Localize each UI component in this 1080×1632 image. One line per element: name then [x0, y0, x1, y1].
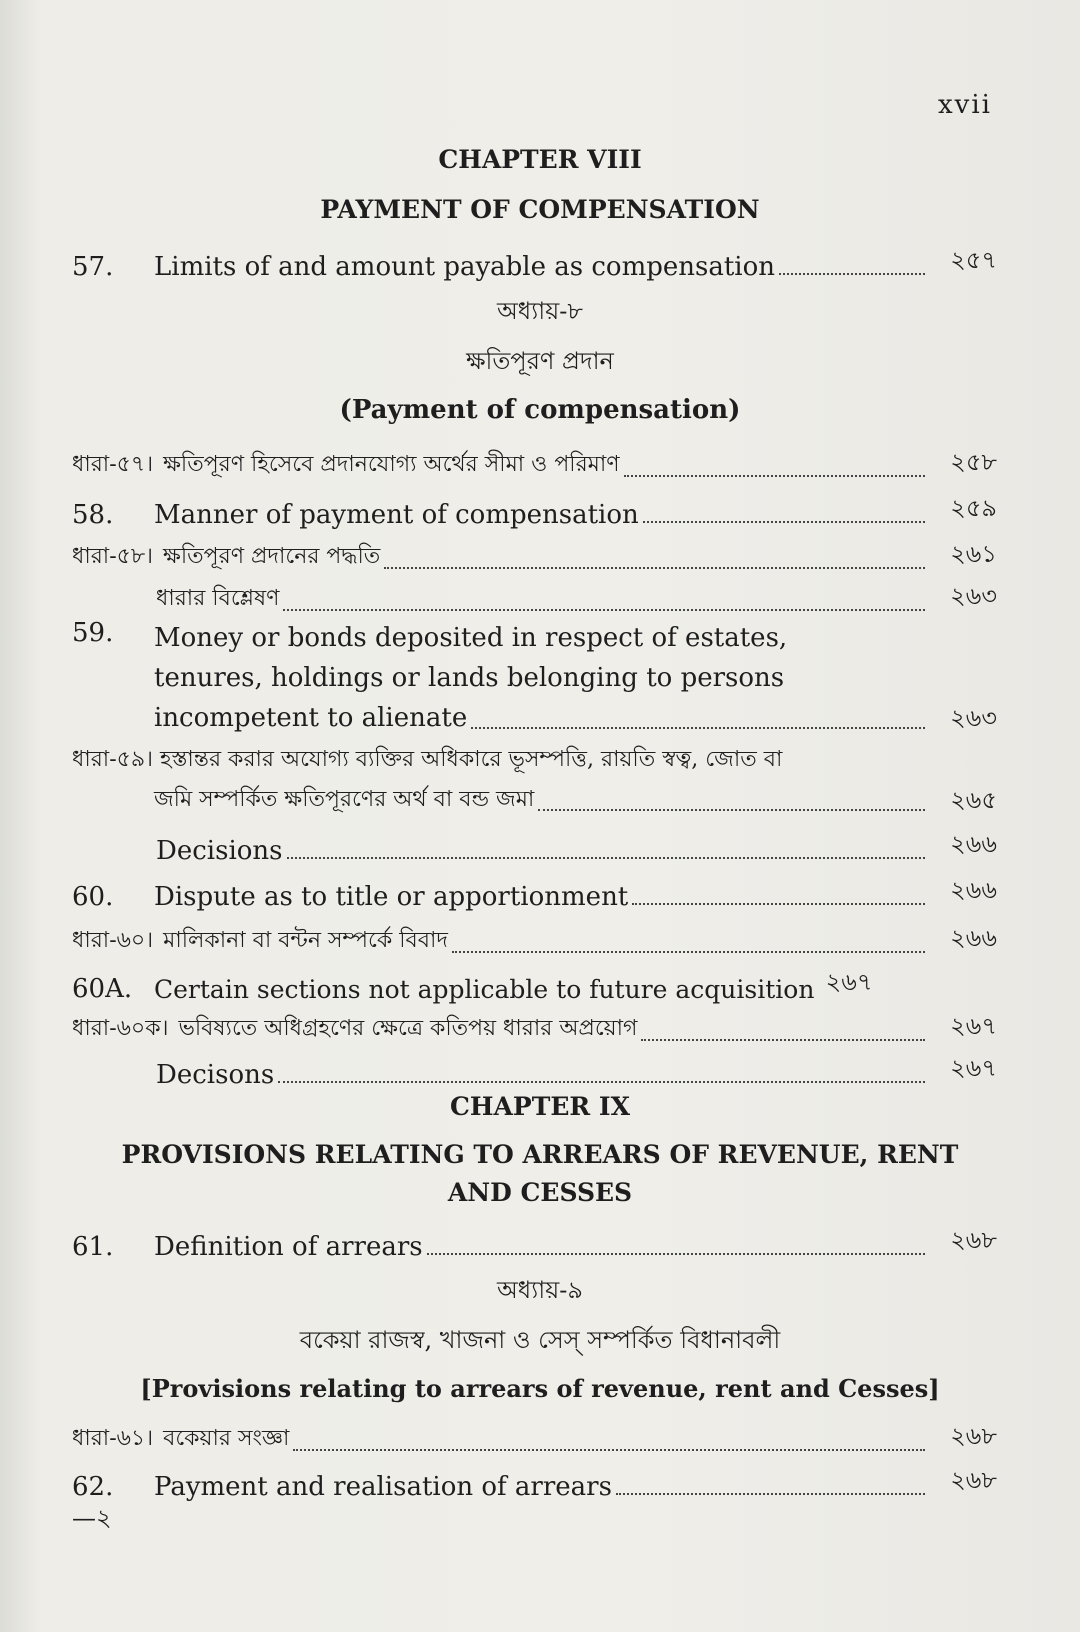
dot-leader: [643, 521, 925, 523]
toc-entry-analysis-58: [156, 578, 997, 618]
dot-leader: [283, 609, 925, 611]
signature-mark: —২: [72, 1504, 112, 1532]
dot-leader: [641, 1039, 925, 1041]
entry-title-line-1: Money or bonds deposited in respect of estates,: [154, 623, 788, 653]
entry-title: Definition of arrears: [154, 1232, 423, 1262]
dot-leader: [779, 273, 925, 275]
entry-page: ২৬৮: [950, 1422, 997, 1450]
toc-entry-bn-61: [72, 1418, 997, 1458]
entry-number: ধারা-৫৮।: [72, 544, 154, 569]
entry-page: ২৬১: [950, 540, 997, 568]
dot-leader: [287, 857, 925, 859]
entry-title: Dispute as to title or apportionment: [154, 882, 629, 912]
entry-title: Decisons: [156, 1060, 275, 1090]
entry-page: ২৫৯: [950, 494, 997, 522]
chapter-8-subtitle: PAYMENT OF COMPENSATION: [320, 195, 760, 224]
toc-entry-decisions-60a: [156, 1050, 997, 1090]
entry-page: ২৬৭: [950, 1012, 997, 1040]
entry-number: ধারা-৫৭।: [72, 452, 154, 477]
entry-title-line-3: incompetent to alienate: [154, 703, 468, 733]
entry-page: ২৬৮: [950, 1466, 997, 1494]
chapter-9-title: CHAPTER IX: [450, 1092, 630, 1121]
page-number: xvii: [938, 90, 992, 120]
entry-number: 59.: [72, 618, 114, 648]
chapter-9-bn-subtitle: বকেয়া রাজস্ব, খাজনা ও সেস্ সম্পর্কিত বিধানাবলী: [299, 1326, 781, 1354]
entry-page: ২৬৫: [950, 786, 997, 814]
toc-entry-bn-60a: [72, 1008, 997, 1048]
entry-number: ধারা-৬০ক।: [72, 1016, 169, 1041]
entry-number: 62.: [72, 1472, 114, 1502]
entry-page: ২৫৭: [950, 246, 997, 274]
toc-entry-bn-58: [72, 536, 997, 576]
entry-title: Certain sections not applicable to future acquisition: [154, 975, 815, 1004]
entry-number: ধারা-৬১।: [72, 1426, 154, 1451]
toc-entry-62: [72, 1462, 997, 1502]
entry-title: মালিকানা বা বন্টন সম্পর্কে বিবাদ: [163, 928, 448, 953]
dot-leader: [384, 567, 925, 569]
dot-leader: [293, 1449, 925, 1451]
entry-page: ২৬৬: [950, 830, 997, 858]
entry-number: 58.: [72, 500, 114, 530]
entry-page: ২৬৬: [950, 924, 997, 952]
entry-page: ২৬৩: [950, 704, 997, 732]
toc-entry-60: [72, 872, 997, 912]
entry-number: ধারা-৬০।: [72, 928, 154, 953]
chapter-9-en-bracket: [Provisions relating to arrears of revenue, rent and Cesses]: [140, 1374, 940, 1403]
dot-leader: [632, 903, 925, 905]
entry-title-line-1: হস্তান্তর করার অযোগ্য ব্যক্তির অধিকারে ভূসম্পত্তি, রায়তি স্বত্ব, জোত বা: [160, 747, 783, 772]
chapter-8-bn-title: অধ্যায়-৮: [497, 297, 583, 325]
entry-page: ২৬৭: [825, 968, 873, 996]
toc-entry-bn-59: [72, 740, 997, 820]
entry-page: ২৬৩: [950, 582, 997, 610]
entry-title: ক্ষতিপূরণ প্রদানের পদ্ধতি: [163, 544, 381, 569]
dot-leader: [278, 1081, 925, 1083]
dot-leader: [538, 809, 925, 811]
dot-leader: [427, 1253, 925, 1255]
toc-entry-61: [72, 1222, 997, 1262]
entry-title: ধারার বিশ্লেষণ: [156, 586, 280, 611]
toc-entry-bn-60: [72, 920, 997, 960]
entry-title: ভবিষ্যতে অধিগ্রহণের ক্ষেত্রে কতিপয় ধারার অপ্রয়োগ: [178, 1016, 638, 1041]
chapter-9-subtitle-line-2: AND CESSES: [447, 1178, 633, 1207]
toc-entry-59: [72, 618, 997, 738]
toc-entry-decisions-59: [156, 826, 997, 866]
toc-entry-bn-57: [72, 444, 997, 484]
entry-title-line-2: tenures, holdings or lands belonging to persons: [154, 663, 785, 693]
entry-number: 57.: [72, 252, 114, 282]
dot-leader: [616, 1493, 925, 1495]
entry-page: ২৫৮: [950, 448, 997, 476]
chapter-8-title: CHAPTER VIII: [438, 145, 642, 174]
toc-entry-60a: [72, 964, 997, 1004]
entry-page: ২৬৬: [950, 876, 997, 904]
entry-number: 61.: [72, 1232, 114, 1262]
entry-page: ২৬৮: [950, 1226, 997, 1254]
entry-number: 60.: [72, 882, 114, 912]
entry-number: ধারা-৫৯।: [72, 747, 154, 772]
entry-page: ২৬৭: [950, 1054, 997, 1082]
chapter-9-subtitle-line-1: PROVISIONS RELATING TO ARREARS OF REVENUE, RENT: [121, 1140, 959, 1169]
entry-title: বকেয়ার সংজ্ঞা: [163, 1426, 290, 1451]
entry-title: ক্ষতিপূরণ হিসেবে প্রদানযোগ্য অর্থের সীমা ও পরিমাণ: [163, 452, 620, 477]
toc-entry-57: [72, 242, 997, 282]
entry-title: Limits of and amount payable as compensation: [154, 252, 776, 282]
toc-entry-58: [72, 490, 997, 530]
entry-number: 60A.: [72, 974, 133, 1004]
dot-leader: [624, 475, 925, 477]
chapter-8-en-bracket: (Payment of compensation): [339, 395, 741, 425]
entry-title-line-2: জমি সম্পর্কিত ক্ষতিপূরণের অর্থ বা বন্ড জমা: [154, 787, 535, 812]
entry-title: Decisions: [156, 836, 283, 866]
entry-title: Manner of payment of compensation: [154, 500, 639, 530]
entry-title: Payment and realisation of arrears: [154, 1472, 612, 1502]
chapter-8-bn-subtitle: ক্ষতিপূরণ প্রদান: [466, 347, 614, 375]
dot-leader: [471, 727, 925, 729]
dot-leader: [452, 951, 925, 953]
chapter-9-bn-title: অধ্যায়-৯: [497, 1276, 583, 1304]
